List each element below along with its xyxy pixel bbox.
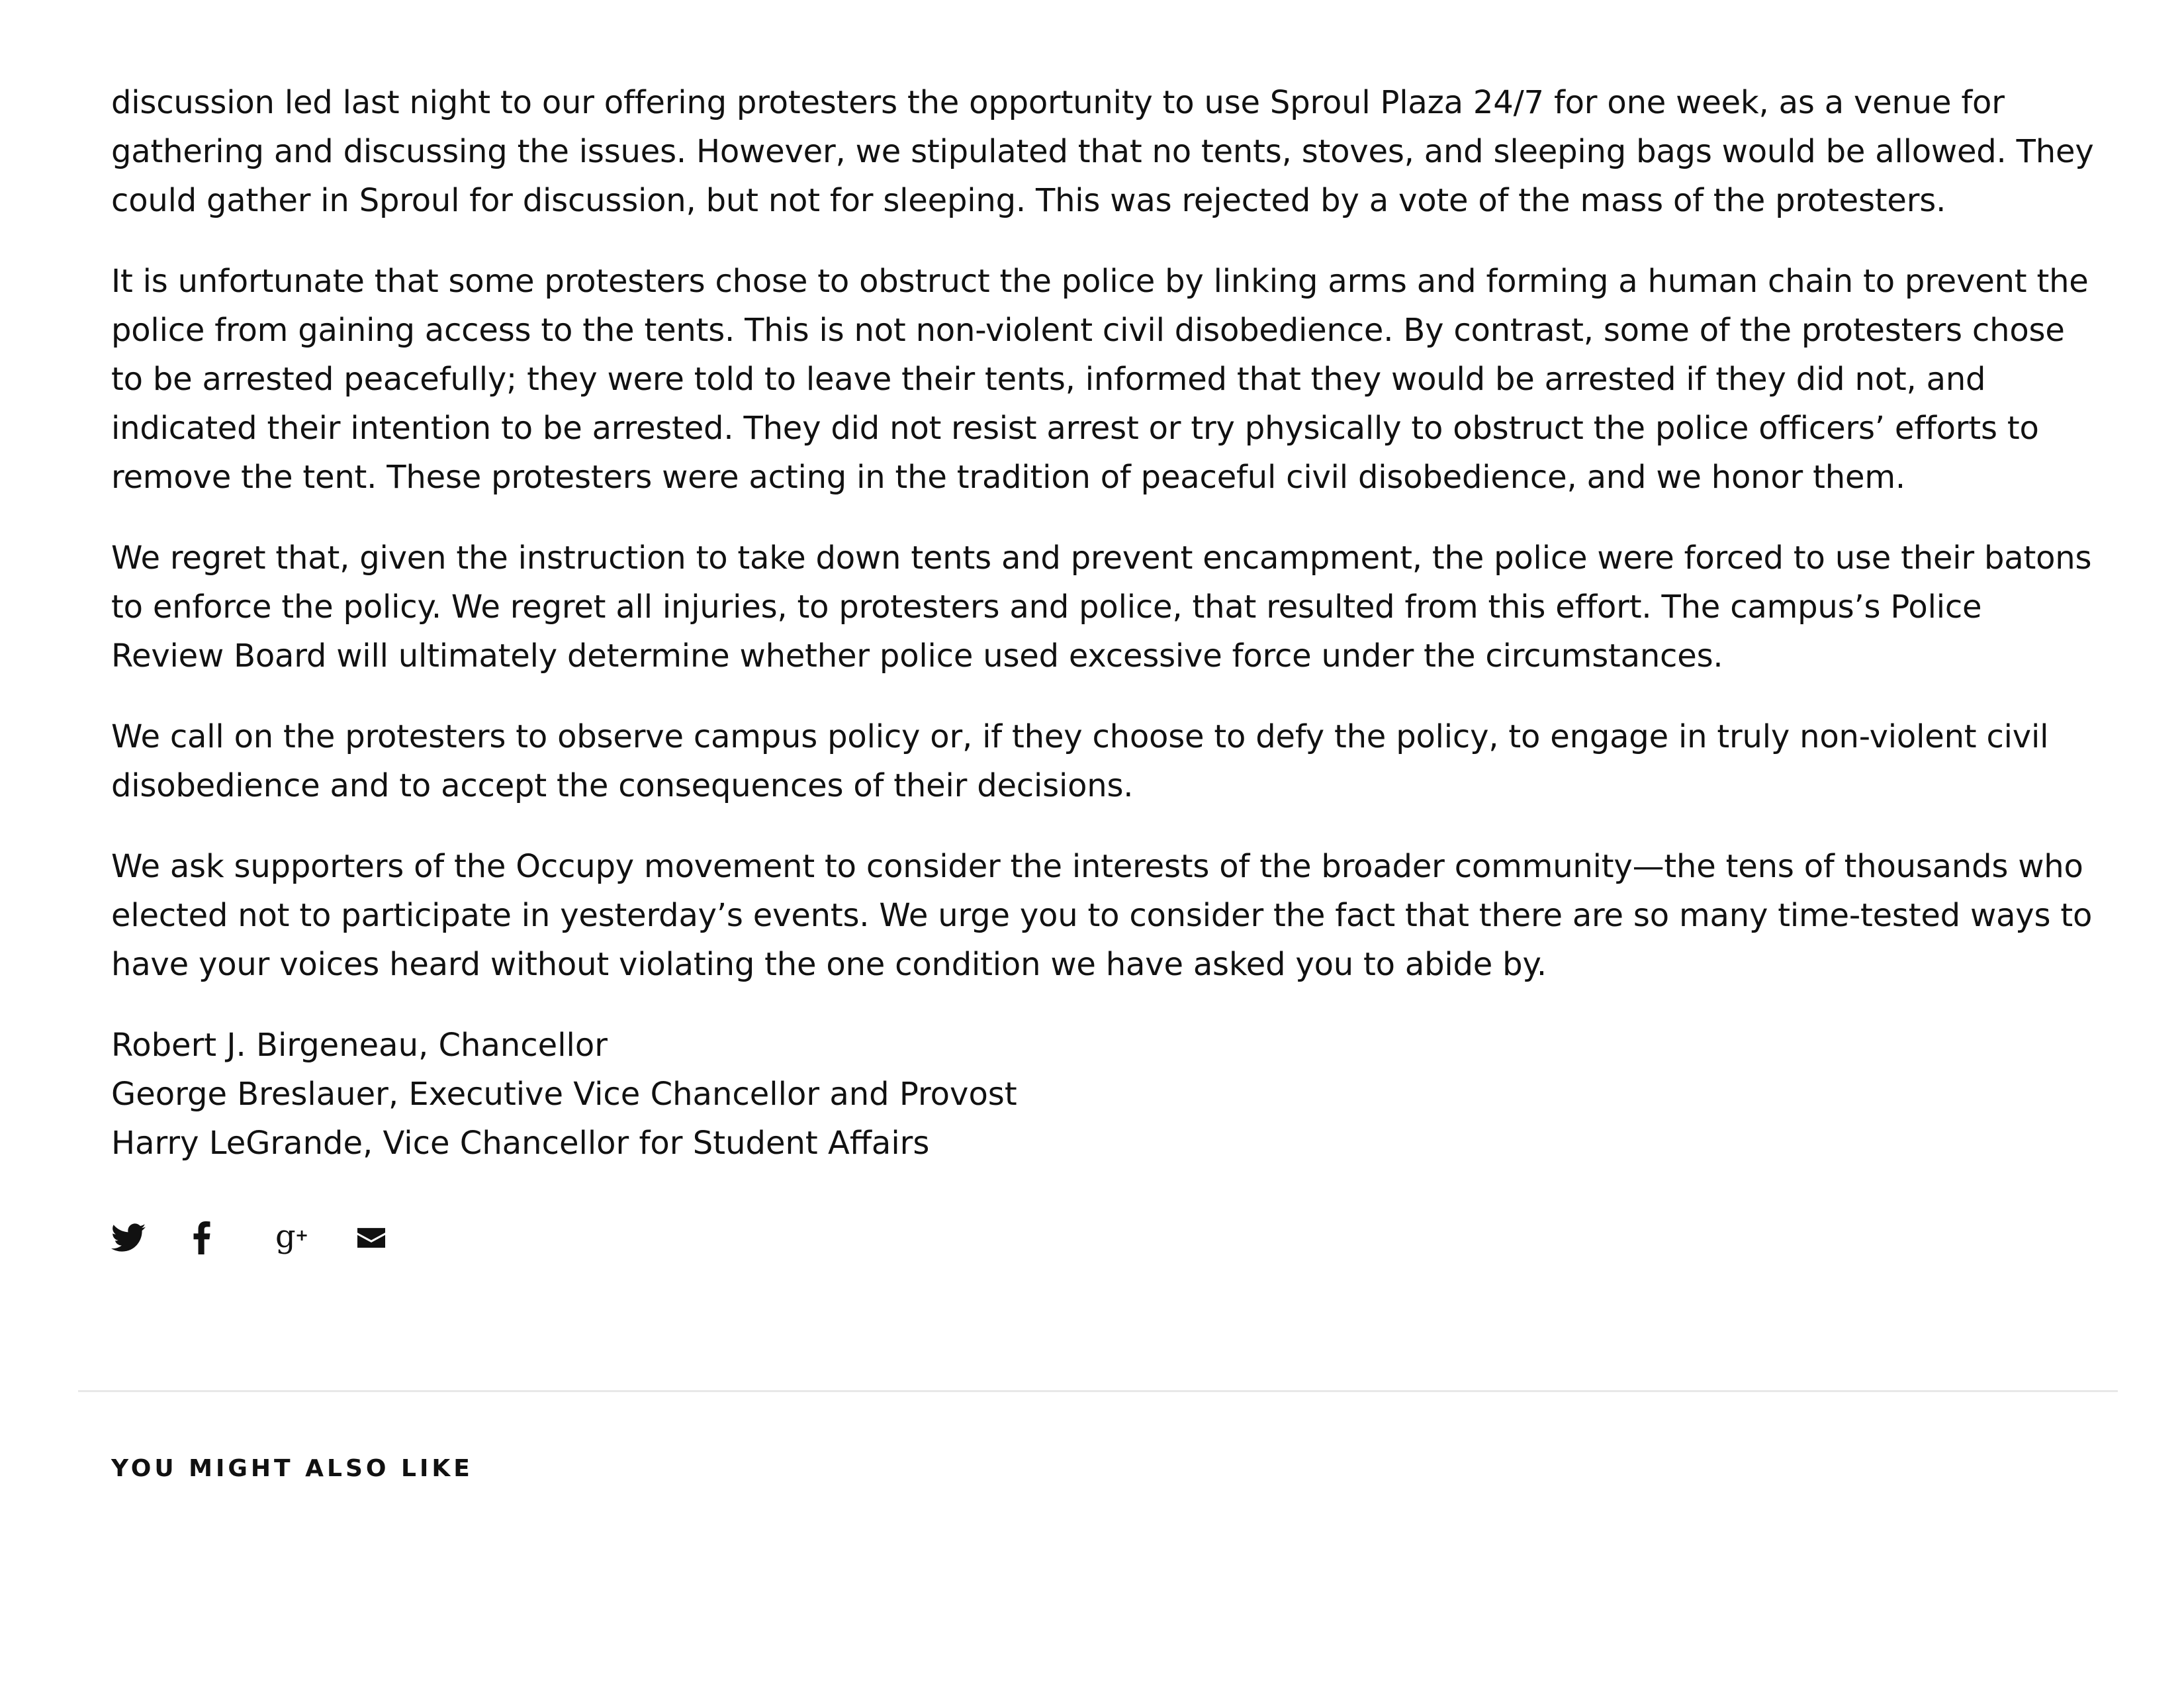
email-icon — [357, 1228, 385, 1248]
article-body — [111, 78, 2097, 1168]
article-paragraph-3: We regret that, given the instruction to take down tents and prevent encampment, the police were forced to use their batons to enforce the policy. We regret all injuries, to protesters and police, that resulted from this effort. The campus’s Police Review Board will ultimately determine whether police used excessive force under the circumstances. — [111, 539, 2092, 675]
signature-block — [111, 1021, 2097, 1168]
svg-text:g: g — [275, 1219, 296, 1255]
share-facebook-button[interactable] — [193, 1217, 275, 1259]
article-paragraph-2: It is unfortunate that some protesters chose to obstruct the police by linking arms and forming a human chain to prevent the police from gaining access to the tents. This is not non-violent civil disobedience. By contrast, some of the protesters chose to be arrested peacefully; they were told to leave their tents, informed that they would be arrested if they did not, and indicated their intention to be arrested. They did not resist arrest or try physically to obstruct the police officers’ efforts to remove the tent. These protesters were acting in the tradition of peaceful civil disobedience, and we honor them. — [111, 263, 2089, 496]
signature-student-affairs: Harry LeGrande, Vice Chancellor for Student Affairs — [111, 1125, 930, 1162]
share-email-button[interactable] — [357, 1217, 439, 1259]
google-plus-icon — [275, 1219, 312, 1256]
section-divider — [78, 1390, 2118, 1392]
svg-text:+: + — [295, 1226, 309, 1244]
facebook-icon — [193, 1221, 210, 1254]
twitter-icon — [111, 1223, 146, 1252]
signature-provost: George Breslauer, Executive Vice Chancellor and Provost — [111, 1076, 1017, 1113]
related-heading: YOU MIGHT ALSO LIKE — [111, 1455, 473, 1482]
signature-chancellor: Robert J. Birgeneau, Chancellor — [111, 1027, 608, 1064]
share-google-plus-button[interactable] — [275, 1217, 357, 1259]
article-paragraph-5: We ask supporters of the Occupy movement to consider the interests of the broader community—the tens of thousands who elected not to participate in yesterday’s events. We urge you to consider the fact that there are so many time-tested ways to have your voices heard without violating the one condition we have asked you to abide by. — [111, 848, 2093, 983]
share-twitter-button[interactable] — [111, 1217, 193, 1259]
article-paragraph-1: discussion led last night to our offering protesters the opportunity to use Sproul Plaza 24/7 for one week, as a venue for gathering and discussing the issues. However, we stipulated that no tents, stoves, and sleeping bags would be allowed. They could gather in Sproul for discussion, but not for sleeping. This was rejected by a vote of the mass of the protesters. — [111, 84, 2094, 219]
article-paragraph-4: We call on the protesters to observe campus policy or, if they choose to defy the policy, to engage in truly non-violent civil disobedience and to accept the consequences of their decisions. — [111, 718, 2049, 804]
share-buttons — [111, 1217, 439, 1259]
